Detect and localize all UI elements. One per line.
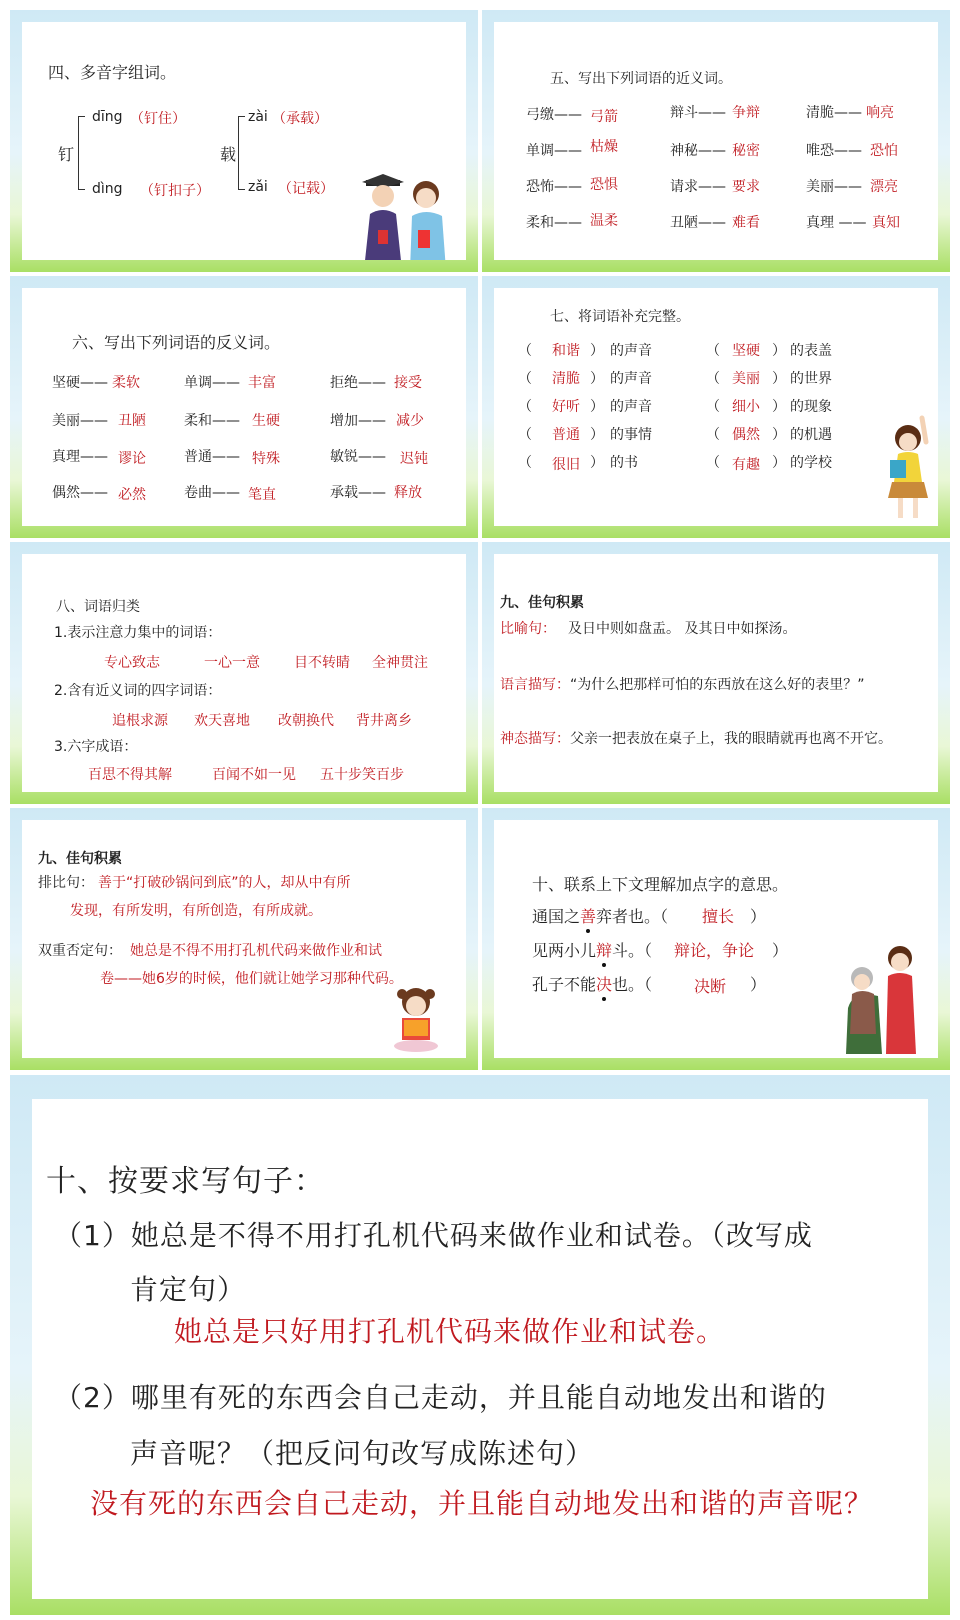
phrase-suffix: 的声音 (610, 371, 652, 387)
answer: 谬论 (118, 451, 146, 467)
idiom: 目不转睛 (294, 655, 350, 671)
sentence-label: 排比句： (38, 875, 94, 891)
close-paren: ） (590, 455, 604, 471)
slide-synonyms (482, 10, 950, 272)
q-term: 真理 —— (806, 215, 867, 231)
answer: 好听 (552, 399, 580, 415)
q-term: 神秘—— (670, 143, 726, 159)
pinyin-ding1: dīng (92, 109, 123, 125)
slide-title: 九、佳句积累 (38, 851, 122, 867)
slide-card (22, 820, 466, 1058)
idiom: 一心一意 (204, 655, 260, 671)
slide-title: 五、写出下列词语的近义词。 (550, 71, 732, 87)
answer: 美丽 (732, 371, 760, 387)
phrase-suffix: 的声音 (610, 399, 652, 415)
answer: 普通 (552, 427, 580, 443)
q-term: 柔和—— (526, 215, 582, 231)
answer: 丑陋 (118, 413, 146, 429)
sentence-part: 见两小儿 (532, 941, 597, 960)
close-paren: ） (772, 399, 786, 415)
open-paren: （ (518, 371, 532, 387)
answer: 难看 (732, 215, 760, 231)
slide-title: 十、联系上下文理解加点字的意思。 (532, 875, 789, 894)
girl-with-book-illustration (878, 412, 938, 522)
answer: 特殊 (252, 451, 280, 467)
idiom: 追根求源 (112, 713, 168, 729)
sentence-part: 也。（ (612, 975, 653, 994)
emphasis-dot (602, 997, 606, 1001)
phrase-suffix: 的现象 (790, 399, 832, 415)
idiom: 背井离乡 (356, 713, 412, 729)
close-paren: ） (590, 427, 604, 443)
pinyin-zai3: zǎi (248, 179, 268, 195)
slide-card (494, 554, 938, 792)
slide-title: 六、写出下列词语的反义词。 (72, 333, 281, 352)
pinyin-ding4: dìng (92, 181, 123, 197)
slide-card (22, 22, 466, 260)
phrase-suffix: 的事情 (610, 427, 652, 443)
sentence-text: 发现，有所发明，有所创造，有所成就。 (70, 903, 322, 919)
dotted-char: 辩 (596, 941, 613, 960)
answer: 漂亮 (870, 179, 898, 195)
answer: 响亮 (866, 105, 894, 121)
bracket (238, 116, 245, 190)
phrase-suffix: 的书 (610, 455, 638, 471)
sentence-label: 比喻句： (500, 621, 556, 637)
answer: 擅长 (702, 907, 735, 926)
sentence-text: “为什么把那样可怕的东西放在这么好的表里？” (570, 677, 865, 693)
q-term: 卷曲—— (184, 485, 240, 501)
answer: 弓箭 (590, 109, 618, 125)
answer: 真知 (872, 215, 900, 231)
sentence-label: 双重否定句： (38, 943, 122, 959)
word-ding4: （钉扣子） (140, 183, 210, 199)
close-paren: ） (590, 399, 604, 415)
group-heading: 2.含有近义词的四字词语： (54, 683, 222, 699)
idiom: 全神贯注 (372, 655, 428, 671)
answer: 接受 (394, 375, 422, 391)
slide-rewrite-sentences (10, 1075, 950, 1615)
phrase-suffix: 的世界 (790, 371, 832, 387)
open-paren: （ (706, 371, 720, 387)
q-term: 单调—— (526, 143, 582, 159)
answer: 偶然 (732, 427, 760, 443)
q-term: 承载—— (330, 485, 386, 501)
group-heading: 1.表示注意力集中的词语： (54, 625, 222, 641)
sentence-label: 神态描写： (500, 731, 570, 747)
answer: 争辩 (732, 105, 760, 121)
answer: 减少 (396, 413, 424, 429)
answer: 很旧 (552, 457, 580, 473)
slide-polyphone (10, 10, 478, 272)
word-zai4: （承载） (272, 111, 328, 127)
sentence-text: 她总是不得不用打孔机代码来做作业和试 (130, 943, 382, 959)
open-paren: （ (706, 427, 720, 443)
q-term: 偶然—— (52, 485, 108, 501)
question-2: （2）哪里有死的东西会自己走动，并且能自动地发出和谐的 (54, 1381, 827, 1414)
sentence-text: 及日中则如盘盂。 及其日中如探汤。 (568, 621, 797, 637)
open-paren: （ (706, 455, 720, 471)
word-ding1: （钉住） (130, 111, 186, 127)
teachers-illustration (352, 170, 462, 260)
idiom: 五十步笑百步 (320, 767, 404, 783)
sentence-text: 善于“打破砂锅问到底”的人，却从中有所 (98, 875, 351, 891)
q-term: 恐怖—— (526, 179, 582, 195)
q-term: 美丽—— (806, 179, 862, 195)
char-zai: 载 (220, 145, 237, 164)
q-term: 弓缴—— (526, 107, 582, 123)
slide-word-classification (10, 542, 478, 804)
q-term: 真理—— (52, 449, 108, 465)
word-zai3: （记载） (278, 181, 334, 197)
slide-card (494, 820, 938, 1058)
close-paren: ） (750, 975, 767, 994)
sentence-part: 斗。（ (612, 941, 653, 960)
dotted-char: 善 (580, 907, 597, 926)
char-ding: 钉 (58, 145, 75, 164)
close-paren: ） (590, 343, 604, 359)
answer: 生硬 (252, 413, 280, 429)
idiom: 改朝换代 (278, 713, 334, 729)
slide-title: 九、佳句积累 (500, 595, 584, 611)
question-2-cont: 声音呢？（把反问句改写成陈述句） (130, 1437, 595, 1470)
answer: 恐惧 (590, 177, 618, 193)
answer: 细小 (732, 399, 760, 415)
answer: 坚硬 (732, 343, 760, 359)
sentence-text: 卷——她6岁的时候，他们就让她学习那种代码。 (100, 971, 403, 987)
answer: 恐怕 (870, 143, 898, 159)
slide-title: 四、多音字组词。 (48, 63, 177, 82)
open-paren: （ (518, 343, 532, 359)
bracket (78, 116, 85, 190)
answer: 要求 (732, 179, 760, 195)
q-term: 美丽—— (52, 413, 108, 429)
question-1: （1）她总是不得不用打孔机代码来做作业和试卷。（改写成 (54, 1219, 813, 1252)
idiom: 专心致志 (104, 655, 160, 671)
answer-1: 她总是只好用打孔机代码来做作业和试卷。 (174, 1315, 726, 1348)
answer: 迟钝 (400, 451, 428, 467)
answer: 清脆 (552, 371, 580, 387)
answer-2: 没有死的东西会自己走动，并且能自动地发出和谐的声音呢？ (90, 1487, 874, 1520)
q-term: 拒绝—— (330, 375, 386, 391)
slide-card (32, 1099, 928, 1599)
q-term: 清脆—— (806, 105, 862, 121)
open-paren: （ (518, 399, 532, 415)
emphasis-dot (586, 929, 590, 933)
answer: 笔直 (248, 487, 276, 503)
q-term: 普通—— (184, 449, 240, 465)
phrase-suffix: 的声音 (610, 343, 652, 359)
emphasis-dot (602, 963, 606, 967)
sentence-label: 语言描写： (500, 677, 570, 693)
q-term: 辩斗—— (670, 105, 726, 121)
q-term: 单调—— (184, 375, 240, 391)
answer: 必然 (118, 487, 146, 503)
slide-card (494, 288, 938, 526)
sentence-part: 通国之 (532, 907, 581, 926)
q-term: 增加—— (330, 413, 386, 429)
slide-title: 十、按要求写句子： (46, 1164, 325, 1199)
slide-card (494, 22, 938, 260)
q-term: 敏锐—— (330, 449, 386, 465)
q-term: 请求—— (670, 179, 726, 195)
slide-title: 八、词语归类 (56, 599, 140, 615)
answer: 有趣 (732, 457, 760, 473)
q-term: 柔和—— (184, 413, 240, 429)
question-1-cont: 肯定句） (130, 1273, 247, 1306)
slide-dotted-characters (482, 808, 950, 1070)
close-paren: ） (772, 343, 786, 359)
close-paren: ） (772, 941, 789, 960)
phrase-suffix: 的机遇 (790, 427, 832, 443)
close-paren: ） (590, 371, 604, 387)
q-term: 坚硬—— (52, 375, 108, 391)
slide-fine-sentences-2 (10, 808, 478, 1070)
pinyin-zai4: zài (248, 109, 268, 125)
idiom: 百闻不如一见 (212, 767, 296, 783)
slide-card (22, 288, 466, 526)
open-paren: （ (518, 455, 532, 471)
answer: 丰富 (248, 375, 276, 391)
slide-card (22, 554, 466, 792)
idiom: 欢天喜地 (194, 713, 250, 729)
slide-title: 七、将词语补充完整。 (550, 309, 690, 325)
close-paren: ） (772, 455, 786, 471)
q-term: 唯恐—— (806, 143, 862, 159)
answer: 枯燥 (590, 139, 618, 155)
answer: 秘密 (732, 143, 760, 159)
q-term: 丑陋—— (670, 215, 726, 231)
grandmother-and-girl-illustration (838, 934, 928, 1054)
open-paren: （ (706, 343, 720, 359)
answer: 释放 (394, 485, 422, 501)
answer: 决断 (694, 977, 727, 996)
group-heading: 3.六字成语： (54, 739, 138, 755)
phrase-suffix: 的学校 (790, 455, 832, 471)
slide-fine-sentences (482, 542, 950, 804)
open-paren: （ (706, 399, 720, 415)
answer: 和谐 (552, 343, 580, 359)
reading-girl-illustration (386, 984, 446, 1054)
dotted-char: 决 (596, 975, 613, 994)
phrase-suffix: 的表盖 (790, 343, 832, 359)
close-paren: ） (772, 427, 786, 443)
open-paren: （ (518, 427, 532, 443)
close-paren: ） (750, 907, 767, 926)
sentence-part: 孔子不能 (532, 975, 597, 994)
answer: 柔软 (112, 375, 140, 391)
sentence-text: 父亲一把表放在桌子上，我的眼睛就再也离不开它。 (570, 731, 892, 747)
sentence-part: 弈者也。（ (596, 907, 669, 926)
idiom: 百思不得其解 (88, 767, 172, 783)
close-paren: ） (772, 371, 786, 387)
answer: 温柔 (590, 213, 618, 229)
answer: 辩论，争论 (674, 941, 755, 960)
slide-antonyms (10, 276, 478, 538)
slide-complete-phrases (482, 276, 950, 538)
